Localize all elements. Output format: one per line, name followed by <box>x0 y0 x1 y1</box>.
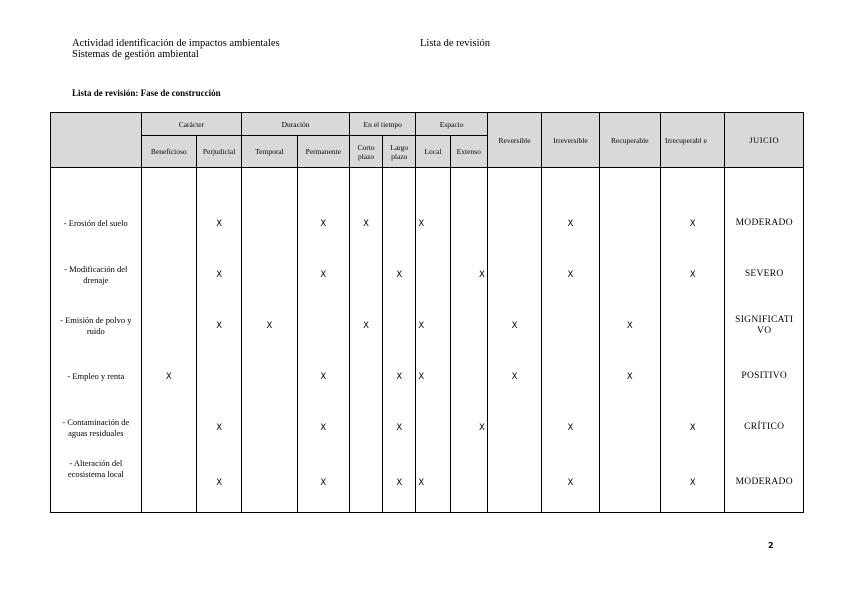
table-header-row-groups <box>51 113 804 136</box>
header-corto-plazo: Corto plazo <box>349 136 382 168</box>
check-mark: X <box>216 269 223 280</box>
check-mark: X <box>396 269 403 280</box>
check-mark: X <box>479 422 485 433</box>
check-mark: X <box>363 218 369 229</box>
header-beneficioso: Beneficioso <box>141 136 196 168</box>
impact-label: - Erosión del suelo <box>51 198 142 249</box>
table-row <box>51 198 804 249</box>
check-mark: X <box>363 320 369 331</box>
check-mark: X <box>511 371 518 382</box>
check-mark: X <box>626 371 633 382</box>
check-mark: X <box>396 371 403 382</box>
check-mark: X <box>567 269 574 280</box>
check-mark: X <box>320 218 327 229</box>
check-mark: X <box>567 218 574 229</box>
header-caracter: Carácter <box>141 113 242 136</box>
table-row <box>51 351 804 402</box>
check-mark: X <box>479 269 485 280</box>
impact-label: - Contaminación de aguas residuales <box>51 402 142 453</box>
check-mark: X <box>418 371 425 382</box>
impact-label: - Modificación del drenaje <box>51 249 142 300</box>
check-mark: X <box>626 320 633 331</box>
section-title: Lista de revisión: Fase de construcción <box>72 88 221 98</box>
check-mark: X <box>689 477 696 488</box>
check-mark: X <box>418 320 425 331</box>
header-recuperable: Recuperable <box>599 113 660 168</box>
juicio-value: SEVERO <box>725 249 804 300</box>
juicio-value: MODERADO <box>725 453 804 513</box>
check-mark: X <box>216 477 223 488</box>
header-tiempo: En el tiempo <box>349 113 415 136</box>
table-row <box>51 300 804 351</box>
check-mark: X <box>396 422 403 433</box>
header-largo-plazo: Largo plazo <box>383 136 416 168</box>
check-mark: X <box>216 320 223 331</box>
impact-label: - Emisión de polvo y ruido <box>51 300 142 351</box>
check-mark: X <box>320 371 327 382</box>
check-mark: X <box>396 477 403 488</box>
table-spacer-row <box>51 168 804 199</box>
header-impact-blank <box>51 113 142 168</box>
check-mark: X <box>511 320 518 331</box>
header-perjudicial: Perjudicial <box>196 136 241 168</box>
check-mark: X <box>216 422 223 433</box>
juicio-value: SIGNIFICATI VO <box>725 300 804 351</box>
header-temporal: Temporal <box>242 136 297 168</box>
impact-label: - Empleo y renta <box>51 351 142 402</box>
check-mark: X <box>689 269 696 280</box>
check-mark: X <box>567 477 574 488</box>
page-number: 2 <box>768 541 774 550</box>
check-mark: X <box>689 422 696 433</box>
header-activity: Actividad identificación de impactos ambientales <box>72 38 280 49</box>
check-mark: X <box>165 371 172 382</box>
check-mark: X <box>266 320 273 331</box>
impact-checklist-table <box>50 112 804 513</box>
check-mark: X <box>689 218 696 229</box>
header-juicio: JUICIO <box>725 113 804 168</box>
header-espacio: Espacio <box>416 113 487 136</box>
table-row <box>51 402 804 453</box>
check-mark: X <box>216 218 223 229</box>
check-mark: X <box>320 477 327 488</box>
check-mark: X <box>320 422 327 433</box>
header-checklist-title: Lista de revisión <box>420 38 490 49</box>
check-mark: X <box>567 422 574 433</box>
header-local: Local <box>416 136 450 168</box>
table-row <box>51 453 804 513</box>
header-irreversible: Irreversible <box>542 113 599 168</box>
check-mark: X <box>418 477 425 488</box>
header-reversible: Reversible <box>487 113 541 168</box>
header-irrecuperable: Irrecuperabl e <box>661 113 725 168</box>
check-mark: X <box>418 218 425 229</box>
header-duracion: Duración <box>242 113 350 136</box>
header-extenso: Extenso <box>450 136 487 168</box>
juicio-value: MODERADO <box>725 198 804 249</box>
impact-label: - Alteración del ecosistema local <box>51 453 142 513</box>
document-header-left <box>72 38 280 60</box>
juicio-value: CRÍTICO <box>725 402 804 453</box>
juicio-value: POSITIVO <box>725 351 804 402</box>
table-row <box>51 249 804 300</box>
header-subject: Sistemas de gestión ambiental <box>72 49 199 60</box>
check-mark: X <box>320 269 327 280</box>
header-permanente: Permanente <box>297 136 349 168</box>
